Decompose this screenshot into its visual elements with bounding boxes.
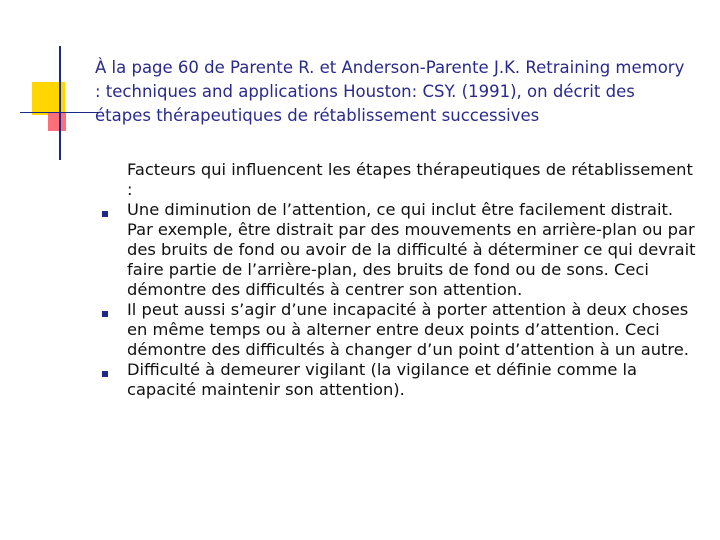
bullet-text: Il peut aussi s’agir d’une incapacité à porter attention à deux choses en même temps ou à alterner entre deux points d’attention. Ceci démontre des difficultés à changer d’un point d’attention à un autre. [127, 300, 689, 359]
bullet-item [100, 300, 700, 360]
slide-title: À la page 60 de Parente R. et Anderson-Parente J.K. Retraining memory : techniques and applications Houston: CSY. (1991), on décrit des étapes thérapeutiques de rétablissement successives [95, 58, 685, 125]
bullet-item [100, 200, 700, 300]
bullet-list [100, 200, 700, 400]
decorative-vertical-line [59, 46, 61, 160]
decorative-horizontal-line [20, 112, 100, 113]
bullet-item [100, 360, 700, 400]
square-bullet-icon [102, 211, 108, 217]
bullet-text: Une diminution de l’attention, ce qui inclut être facilement distrait. Par exemple, être distrait par des mouvements en arrière-plan ou par des bruits de fond ou avoir de la difficulté à déterminer ce qui devrait faire partie de l’arrière-plan, des bruits de fond ou de sons. Ceci démontre des difficultés à centrer son attention. [127, 200, 696, 299]
intro-text: Facteurs qui influencent les étapes thérapeutiques de rétablissement : [127, 160, 693, 199]
bullet-text: Difficulté à demeurer vigilant (la vigilance et définie comme la capacité maintenir son attention). [127, 360, 638, 399]
slide-body [100, 160, 700, 400]
square-bullet-icon [102, 371, 108, 377]
square-bullet-icon [102, 311, 108, 317]
decorative-red-square [48, 113, 66, 131]
